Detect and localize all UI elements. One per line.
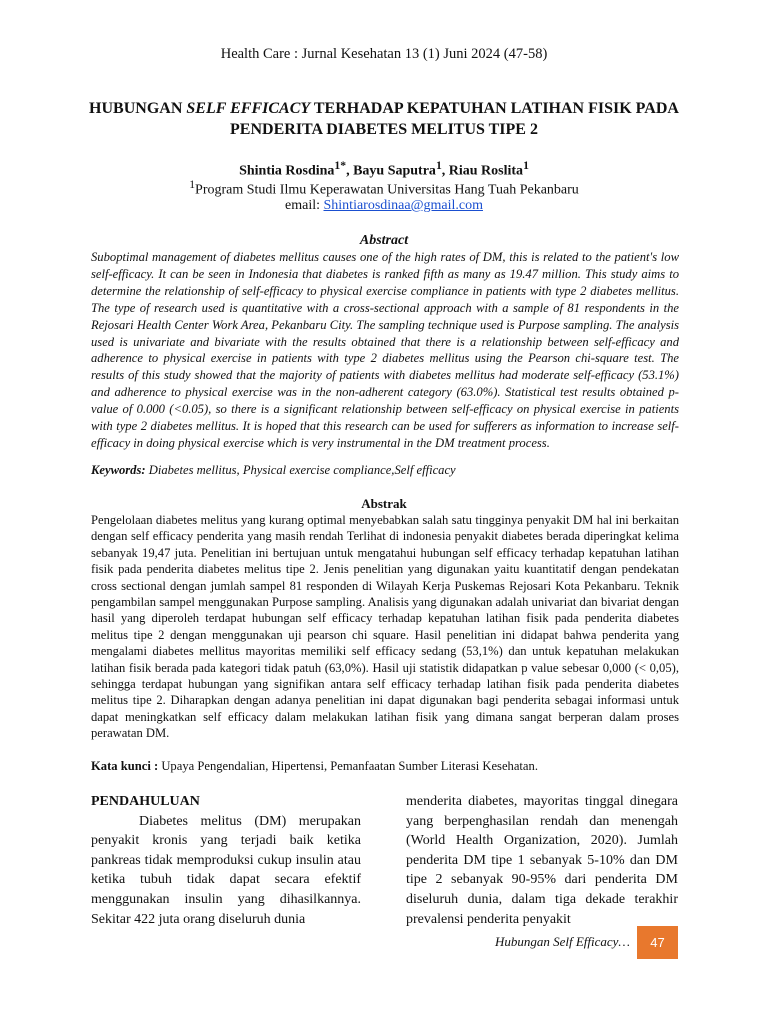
author-2: , Bayu Saputra [346,163,436,179]
page-number-badge: 47 [637,926,678,959]
author-list [0,159,768,180]
email-label: email: [285,198,324,213]
author-1: Shintia Rosdina [239,163,335,179]
keywords-english [91,462,679,479]
body-column-right [406,792,678,929]
affiliation-marker: 1 [189,178,196,191]
author-3-affil: 1 [523,159,529,172]
kata-kunci-label: Kata kunci : [91,759,159,773]
keywords-value: Diabetes mellitus, Physical exercise compliance,Self efficacy [145,463,456,477]
title-part1: HUBUNGAN [89,100,187,117]
abstrak-heading: Abstrak [361,496,407,511]
affiliation [0,178,768,199]
kata-kunci [91,758,679,774]
abstract-heading: Abstract [359,233,409,248]
affiliation-text: Program Studi Ilmu Keperawatan Universitas Hang Tuah Pekanbaru [195,182,579,198]
article-title [80,98,688,140]
section-heading-pendahuluan: PENDAHULUAN [91,794,200,809]
email-line [0,198,768,214]
title-italic: SELF EFFICACY [186,100,311,117]
email-link[interactable]: Shintiarosdinaa@gmail.com [323,198,483,213]
intro-paragraph-right: menderita diabetes, mayoritas tinggal dinegara yang berpenghasilan rendah dan menengah (World Health Organization, 2020). Jumlah penderita DM tipe 1 sebanyak 5-10% dan DM tipe 2 sebanyak 90-95% dari penderita DM diseluruh dunia, dalam tiga dekade terakhir prevalensi penderita penyakit [406,794,678,927]
author-3: , Riau Roslita [441,163,524,179]
author-2-affil: 1 [435,159,442,172]
author-1-affil: 1* [334,159,347,172]
body-column-left [91,792,361,929]
keywords-label: Keywords: [91,463,146,477]
title-part2: TERHADAP KEPATUHAN LATIHAN FISIK PADA PENDERITA DIABETES MELITUS TIPE 2 [230,100,679,138]
footer-running-title: Hubungan Self Efficacy… [494,934,630,949]
intro-paragraph-left: Diabetes melitus (DM) merupakan penyakit kronis yang terjadi baik ketika pankreas tidak memproduksi cukup insulin atau ketika tubuh tidak dapat secara efektif menggunakan insulin yang dihasilkannya. Sekitar 422 juta orang diseluruh dunia [91,813,361,927]
kata-kunci-value: Upaya Pengendalian, Hipertensi, Pemanfaatan Sumber Literasi Kesehatan. [158,759,538,773]
journal-running-header: Health Care : Jurnal Kesehatan 13 (1) Juni 2024 (47-58) [220,46,548,62]
abstrak-indonesian-text: Pengelolaan diabetes melitus yang kurang optimal menyebabkan salah satu tingginya penyakit DM hal ini berkaitan dengan self efficacy penderita yang masih rendah Terlihat di indonesia penyakit diabetes berada diperingkat kelima sebanyak 19,47 juta. Penelitian ini bertujuan untuk mengatahui hubungan self efficacy terhadap kepatuhan latihan fisik pada penderita diabetes melitus tipe 2. Jenis penelitian yang digunakan yaitu kuantitatif dengan pendekatan cross sectional dengan jumlah sampel 81 responden di Wilayah Kerja Puskemas Rejosari Kota Pekanbaru. Teknik pengambilan sampel menggunakan Purpose sampling. Analisis yang digunakan adalah univariat dan bivariat dengan hasil yang diperoleh terdapat hubungan self efficacy terhadap kepatuhan latihan fisik pada penderita diabetes melitus tipe 2 dengan menggunakan uji pearson chi square. Hasil penelitian ini didapat bahwa penderita yang mengalami diabetes mellitus mayoritas memiliki self efficacy sedang (53,1%) dan untuk kepatuhan melakukan latihan fisik berada pada kategori tidak patuh (63,0%). Hasil uji statistik didapatkan p value sebesar 0,000 (< 0,05), sehingga terdapat hubungan yang signifikan antara self efficacy terhadap latihan fisik pada penderita diabetes melitus tipe 2. Diharapkan dengan adanya penelitian ini dapat digunakan bagi penderita sebagai informasi untuk dapat meningkatkan self efficacy dalam melakukan latihan fisik yang dimana sangat berperan dalam proses perawatan DM. [91,513,679,741]
abstract-english-text: Suboptimal management of diabetes mellitus causes one of the high rates of DM, this is related to the patient's low self-efficacy. It can be seen in Indonesia that diabetes is ranked fifth as many as 19.47 million. This study aims to determine the relationship of self-efficacy to physical exercise compliance in patients with type 2 diabetes mellitus. The type of research used is quantitative with a cross-sectional approach with a sample of 81 respondents in the Rejosari Health Center Work Area, Pekanbaru City. The sampling technique used is Purpose sampling. The analysis used is univariate and bivariate with the results obtained that there is a relationship between self-efficacy and adherence to physical exercise in patients with type 2 diabetes mellitus using the Pearson chi-square test. The results of this study showed that the majority of patients with diabetes mellitus had moderate self-efficacy (53.1%) and adherence to physical exercise was in the non-adherent category (63.0%). Statistical test results obtained p-value of 0.000 (<0.05), so there is a significant relationship between self-efficacy on physical exercise in patients with type 2 diabetes mellitus. It is hoped that this research can be used for sufferers as information to increase self-efficacy in doing physical exercise which is very instrumental in the DM treatment process. [91,250,679,450]
